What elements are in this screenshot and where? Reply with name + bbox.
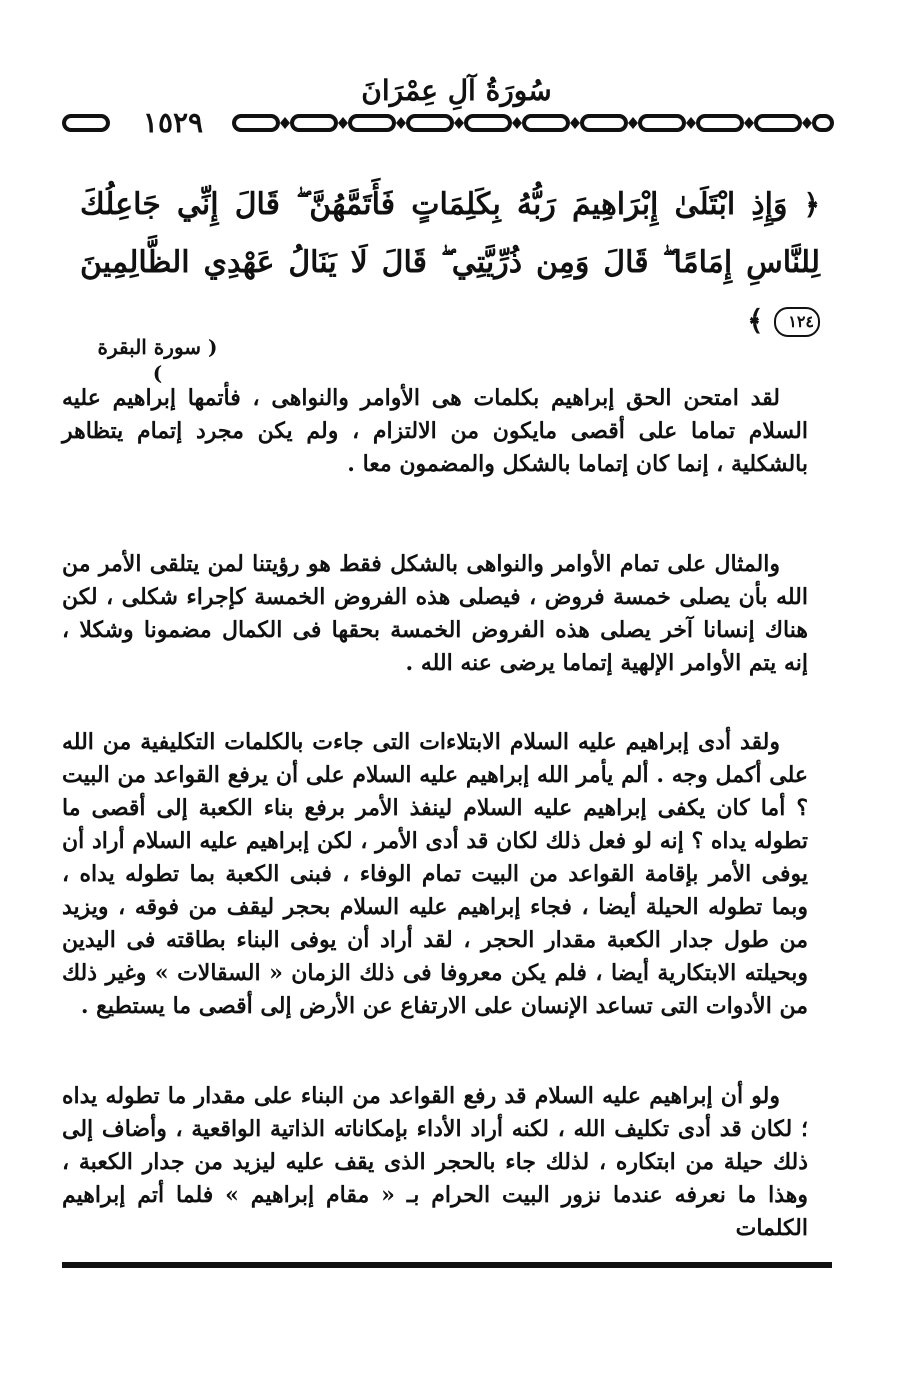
verse-text: وَإِذِ ابْتَلَىٰ إِبْرَاهِيمَ رَبُّهُ بِكَلِمَاتٍ فَأَتَمَّهُنَّ ۖ قَالَ إِنِّي جَاعِلُكَ لِلنَّاسِ إِمَامًا ۖ قَالَ وَمِن ذُرِّيَّتِي ۖ قَالَ لَا يَنَالُ عَهْدِي الظَّالِمِينَ: [80, 187, 820, 280]
paragraph: [62, 382, 808, 481]
ayah-number-badge: ١٢٤: [774, 307, 820, 337]
paragraph-text: ولو أن إبراهيم عليه السلام قد رفع القواعد من البناء على مقدار ما تطوله يداه ؛ لكان قد أدى تكليف الله ، لكنه أراد الأداء بإمكاناته الذاتية الواقعية ، وأضاف إلى ذلك حيلة من ابتكاره ، لذلك جاء بالحجر الذى يقف عليه ليزيد من جدار الكعبة ، وهذا ما نعرفه عندما نزور البيت الحرام بـ « مقام إبراهيم » فلما أتم إبراهيم الكلمات: [62, 1083, 808, 1241]
footer-divider: [62, 1262, 832, 1268]
paragraph: [62, 726, 808, 1023]
page-number: ١٥٢٩: [118, 106, 228, 140]
verse-source: ( سورة البقرة ): [97, 335, 218, 385]
paragraph-text: والمثال على تمام الأوامر والنواهى بالشكل فقط هو رؤيتنا لمن يتلقى الأمر من الله بأن يصلى خمسة فروض ، فيصلى هذه الفروض الخمسة كإجراء شكلى ، لكن هناك إنسانا آخر يصلى هذه الفروض الخمسة بحقها فى الكمال مضمونا وشكلا ، إنه يتم الأوامر الإلهية إتماما يرضى عنه الله .: [62, 551, 808, 676]
surah-title: سُورَةُ آلِ عِمْرَانَ: [361, 74, 552, 107]
page-header-border: [62, 106, 834, 140]
verse-open-ornament: ﴿: [803, 188, 820, 221]
verse-close-ornament: ﴾: [747, 304, 764, 337]
paragraph: [62, 548, 808, 680]
quran-verse: [80, 176, 820, 350]
paragraph-text: ولقد أدى إبراهيم عليه السلام الابتلاءات التى جاءت بالكلمات التكليفية من الله على أكمل وجه . ألم يأمر الله إبراهيم عليه السلام على أن يرفع القواعد من البيت ؟ أما كان يكفى إبراهيم عليه السلام لينفذ الأمر برفع بناء الكعبة إلى أقصى ما تطوله يداه ؟ إنه لو فعل ذلك لكان قد أدى الأمر ، لكن إبراهيم عليه السلام أراد أن يوفى الأمر بإقامة القواعد من البيت تمام الوفاء ، فبنى الكعبة بما تطوله يداه ، وبما تطوله الحيلة أيضا ، فجاء إبراهيم عليه السلام بحجر ليقف من فوقه ، ويزيد من طول جدار الكعبة مقدار الحجر ، لقد أراد أن يوفى البناء بطاقته فى اليدين وبحيلته الابتكارية أيضا ، فلم يكن معروفا فى ذلك الزمان « السقالات » وغير ذلك من الأدوات التى تساعد الإنسان على الارتفاع عن الأرض إلى أقصى ما يستطيع .: [62, 729, 808, 1019]
paragraph: [62, 1080, 808, 1245]
paragraph-text: لقد امتحن الحق إبراهيم بكلمات هى الأوامر والنواهى ، فأتمها إبراهيم عليه السلام تماما على أقصى مايكون من الالتزام ، ولم يكن مجرد إتمام يتظاهر بالشكلية ، إنما كان إتماما بالشكل والمضمون معا .: [62, 385, 808, 477]
